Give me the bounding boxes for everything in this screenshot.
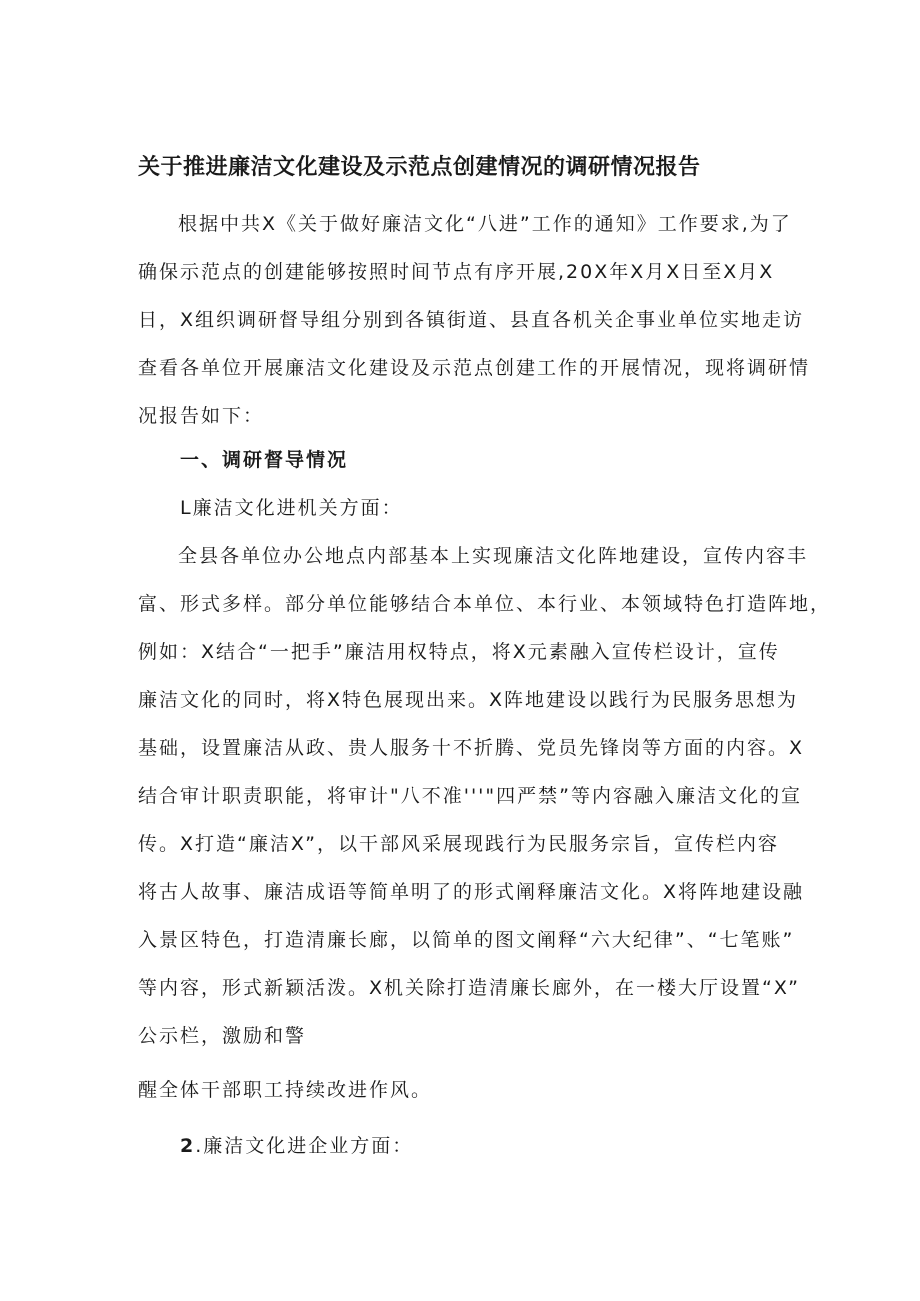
item2-heading [180, 1122, 413, 1170]
item2-number: 2 [180, 1135, 196, 1157]
item1-line: 基础，设置廉洁从政、贵人服务十不折腾、党员先锋岗等方面的内容。X [138, 737, 805, 759]
intro-line: 况报告如下： [138, 405, 265, 427]
intro-line: 日，X组织调研督导组分别到各镇街道、县直各机关企事业单位实地走访 [138, 309, 805, 331]
item1-line: 入景区特色，打造清廉长廊，以简单的图文阐释“六大纪律”、“七笔账” [138, 929, 795, 951]
item1-line: 廉洁文化的同时，将X特色展现出来。X阵地建设以践行为民服务思想为 [138, 689, 799, 711]
item1-line: 例如：X结合“一把手”廉洁用权特点，将X元素融入宣传栏设计，宣传 [138, 641, 780, 663]
item1-line: 将古人故事、廉洁成语等简单明了的形式阐释廉洁文化。X将阵地建设融 [138, 881, 805, 903]
item1-line: 公示栏，激励和警 [138, 1025, 307, 1047]
document-title: 关于推进廉洁文化建设及示范点创建情况的调研情况报告 [138, 155, 701, 180]
item1-label: L廉洁文化进机关方面： [180, 497, 403, 519]
item2-label: .廉洁文化进企业方面： [195, 1135, 414, 1157]
item1-line: 富、形式多样。部分单位能够结合本单位、本行业、本领域特色打造阵地， [138, 593, 832, 615]
section-heading: 一、调研督导情况 [180, 449, 349, 471]
item1-continuation: 醒全体干部职工持续改进作风。 [138, 1079, 433, 1101]
intro-line: 查看各单位开展廉洁文化建设及示范点创建工作的开展情况，现将调研情 [138, 357, 811, 379]
item1-line: 全县各单位办公地点内部基本上实现廉洁文化阵地建设，宣传内容丰 [178, 545, 809, 567]
item1-line: 传。X打造“廉洁X”，以干部风采展现践行为民服务宗旨，宣传栏内容 [138, 833, 779, 855]
item1-line: 等内容，形式新颖活泼。X机关除打造清廉长廊外，在一楼大厅设置“X” [138, 977, 800, 999]
item1-line: 结合审计职责职能，将审计"八不准'''"四严禁”等内容融入廉洁文化的宣 [138, 785, 802, 807]
intro-line: 根据中共X《关于做好廉洁文化“八进”工作的通知》工作要求,为了 [178, 213, 792, 235]
intro-line: 确保示范点的创建能够按照时间节点有序开展,20X年X月X日至X月X [138, 261, 775, 283]
item1-paragraph [138, 532, 832, 1060]
intro-paragraph [138, 200, 811, 440]
